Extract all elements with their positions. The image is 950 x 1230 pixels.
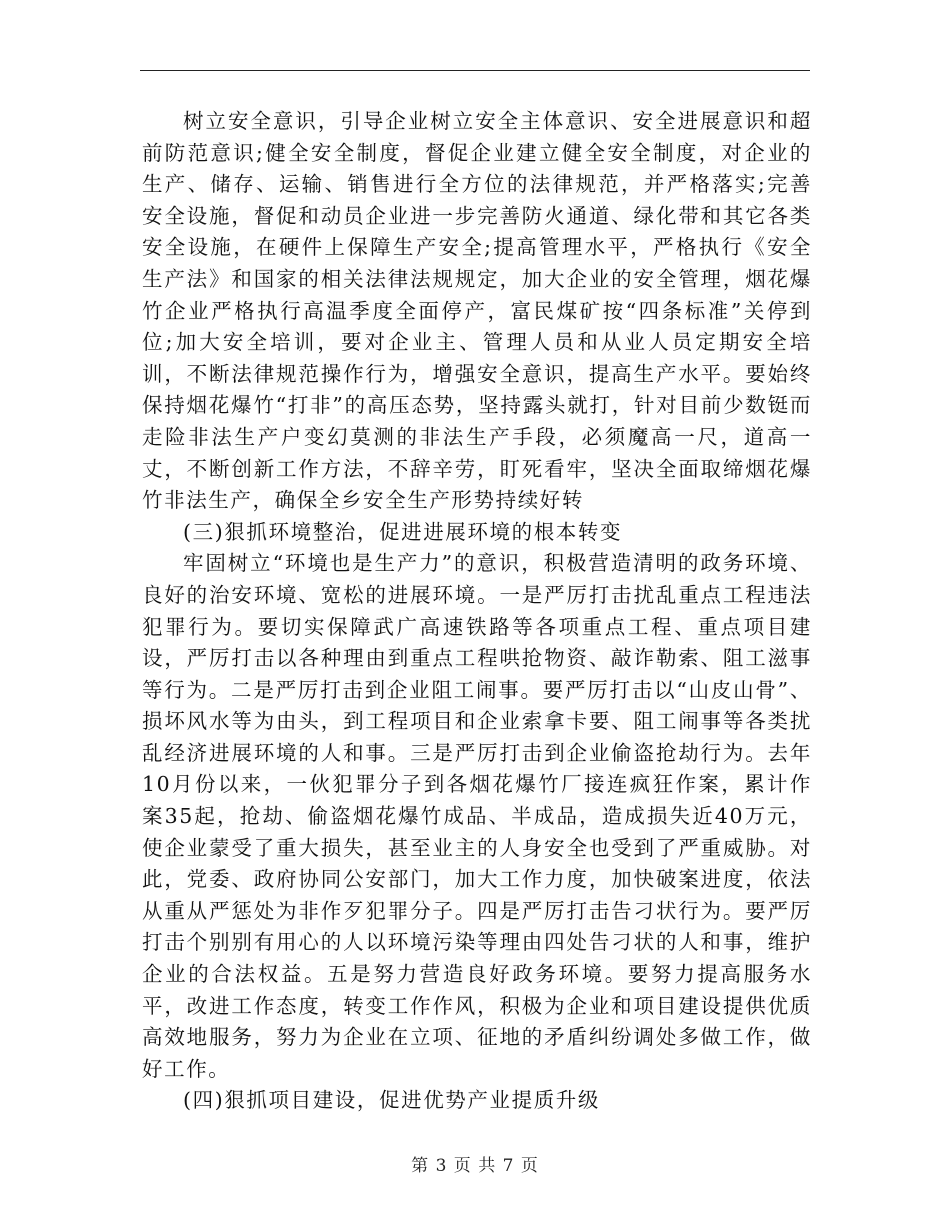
section-heading-3: (三)狠抓环境整治，促进进展环境的根本转变 — [183, 519, 623, 544]
paragraph-environment: 牢固树立“环境也是生产力”的意识，积极营造清明的政务环境、良好的治安环境、宽松的进展环境。一是严厉打击扰乱重点工程违法犯罪行为。要切实保障武广高速铁路等各项重点工程、重点项目建设，严厉打击以各种理由到重点工程哄抢物资、敲诈勒索、阻工滋事等行为。二是严厉打击到企业阻工闹事。要严厉打击以“山皮山骨”、损坏风水等为由头，到工程项目和企业索拿卡要、阻工闹事等各类扰乱经济进展环境的人和事。三是严厉打击到企业偷盗抢劫行为。去年10月份以来，一伙犯罪分子到各烟花爆竹厂接连疯狂作案，累计作案35起，抢劫、偷盗烟花爆竹成品、半成品，造成损失近40万元，使企业蒙受了重大损失，甚至业主的人身安全也受到了严重威胁。对此，党委、政府协同公安部门，加大工作力度，加快破案进度，依法从重从严惩处为非作歹犯罪分子。四是严厉打击告刁状行为。要严厉打击个别别有用心的人以环境污染等理由四处告刁状的人和事，维护企业的合法权益。五是努力营造良好政务环境。要努力提高服务水平，改进工作态度，转变工作作风，积极为企业和项目建设提供优质高效地服务，努力为企业在立项、征地的矛盾纠纷调处多做工作，做好工作。 — [142, 551, 812, 1081]
paragraph-safety: 树立安全意识，引导企业树立安全主体意识、安全进展意识和超前防范意识;健全安全制度，督促企业建立健全安全制度，对企业的生产、储存、运输、销售进行全方位的法律规范，并严格落实;完善安全设施，督促和动员企业进一步完善防火通道、绿化带和其它各类安全设施，在硬件上保障生产安全;提高管理水平，严格执行《安全生产法》和国家的相关法律法规规定，加大企业的安全管理，烟花爆竹企业严格执行高温季度全面停产，富民煤矿按“四条标准”关停到位;加大安全培训，要对企业主、管理人员和从业人员定期安全培训，不断法律规范操作行为，增强安全意识，提高生产水平。要始终保持烟花爆竹“打非”的高压态势，坚持露头就打，针对目前少数铤而走险非法生产户变幻莫测的非法生产手段，必须魔高一尺，道高一丈，不断创新工作方法，不辞辛劳，盯死看牢，坚决全面取缔烟花爆竹非法生产，确保全乡安全生产形势持续好转 — [142, 109, 812, 513]
page-number-footer: 第 3 页 共 7 页 — [411, 1156, 539, 1176]
header-rule — [140, 70, 810, 71]
document-body — [142, 106, 812, 1117]
section-heading-4: (四)狠抓项目建设，促进优势产业提质升级 — [183, 1088, 600, 1113]
